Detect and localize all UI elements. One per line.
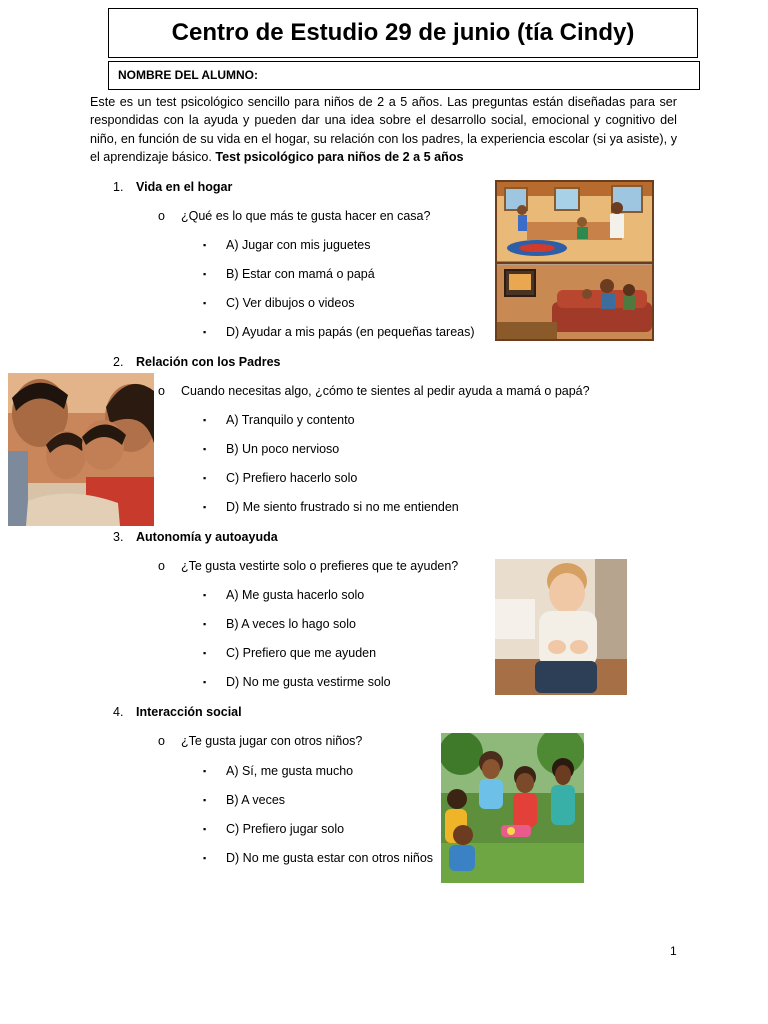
option-bullet: ▪ bbox=[203, 240, 207, 250]
question-text: ¿Te gusta vestirte solo o prefieres que te ayuden? bbox=[181, 559, 459, 573]
option-b[interactable]: B) Estar con mamá o papá bbox=[226, 267, 375, 281]
section-number: 3. bbox=[113, 530, 124, 544]
option-b[interactable]: B) A veces lo hago solo bbox=[226, 617, 356, 631]
option-d[interactable]: D) No me gusta vestirme solo bbox=[226, 675, 391, 689]
question-marker: o bbox=[158, 209, 165, 223]
kids-playing-scene bbox=[441, 733, 584, 883]
option-b[interactable]: B) Un poco nervioso bbox=[226, 442, 340, 456]
option-a[interactable]: A) Sí, me gusta mucho bbox=[226, 764, 354, 778]
section-number: 4. bbox=[113, 705, 124, 719]
option-bullet: ▪ bbox=[203, 269, 207, 279]
home-life-scene bbox=[497, 182, 652, 339]
option-bullet: ▪ bbox=[203, 444, 207, 454]
option-c[interactable]: C) Prefiero que me ayuden bbox=[226, 646, 377, 660]
intro-bold-tail: Test psicológico para niños de 2 a 5 años bbox=[215, 150, 464, 165]
home-life-illustration bbox=[495, 180, 654, 341]
option-c[interactable]: C) Prefiero jugar solo bbox=[226, 822, 345, 836]
toddler-dressing-scene bbox=[495, 559, 627, 695]
family-hug-scene bbox=[8, 373, 154, 526]
option-bullet: ▪ bbox=[203, 327, 207, 337]
option-bullet: ▪ bbox=[203, 766, 207, 776]
question-text: ¿Te gusta jugar con otros niños? bbox=[181, 734, 363, 748]
option-d[interactable]: D) Me siento frustrado si no me entienden bbox=[226, 500, 459, 514]
intro-text: Este es un test psicológico sencillo para niños de 2 a 5 años. Las preguntas están diseñadas para ser respondidas con la ayuda y pueden dar una idea sobre el desarrollo social, emocional y cognitivo del niño, en función de su vida en el hogar, su relación con los padres, la experiencia escolar (si ya asiste), y el aprendizaje básico. bbox=[90, 95, 677, 165]
section-title: Relación con los Padres bbox=[136, 355, 281, 369]
option-d[interactable]: D) Ayudar a mis papás (en pequeñas tareas) bbox=[226, 325, 475, 339]
option-a[interactable]: A) Tranquilo y contento bbox=[226, 413, 355, 427]
section-title: Interacción social bbox=[136, 705, 242, 719]
section-title: Vida en el hogar bbox=[136, 180, 233, 194]
question-text: ¿Qué es lo que más te gusta hacer en casa? bbox=[181, 209, 431, 223]
question-marker: o bbox=[158, 734, 165, 748]
option-bullet: ▪ bbox=[203, 677, 207, 687]
autonomy-illustration bbox=[495, 559, 627, 695]
option-c[interactable]: C) Prefiero hacerlo solo bbox=[226, 471, 358, 485]
option-bullet: ▪ bbox=[203, 415, 207, 425]
parents-children-illustration bbox=[8, 373, 154, 526]
option-bullet: ▪ bbox=[203, 824, 207, 834]
page-number: 1 bbox=[670, 944, 677, 958]
option-bullet: ▪ bbox=[203, 473, 207, 483]
option-bullet: ▪ bbox=[203, 853, 207, 863]
option-b[interactable]: B) A veces bbox=[226, 793, 286, 807]
option-bullet: ▪ bbox=[203, 590, 207, 600]
section-number: 1. bbox=[113, 180, 124, 194]
option-d[interactable]: D) No me gusta estar con otros niños bbox=[226, 851, 434, 865]
option-bullet: ▪ bbox=[203, 619, 207, 629]
section-title: Autonomía y autoayuda bbox=[136, 530, 278, 544]
student-name-field[interactable]: NOMBRE DEL ALUMNO: bbox=[108, 61, 700, 90]
option-bullet: ▪ bbox=[203, 648, 207, 658]
option-bullet: ▪ bbox=[203, 502, 207, 512]
question-text: Cuando necesitas algo, ¿cómo te sientes al pedir ayuda a mamá o papá? bbox=[181, 384, 590, 398]
question-marker: o bbox=[158, 384, 165, 398]
option-a[interactable]: A) Me gusta hacerlo solo bbox=[226, 588, 365, 602]
option-c[interactable]: C) Ver dibujos o videos bbox=[226, 296, 355, 310]
option-bullet: ▪ bbox=[203, 298, 207, 308]
option-a[interactable]: A) Jugar con mis juguetes bbox=[226, 238, 371, 252]
section-number: 2. bbox=[113, 355, 124, 369]
document-title: Centro de Estudio 29 de junio (tía Cindy) bbox=[108, 8, 698, 58]
question-marker: o bbox=[158, 559, 165, 573]
social-interaction-illustration bbox=[441, 733, 584, 883]
option-bullet: ▪ bbox=[203, 795, 207, 805]
intro-paragraph bbox=[90, 93, 677, 167]
